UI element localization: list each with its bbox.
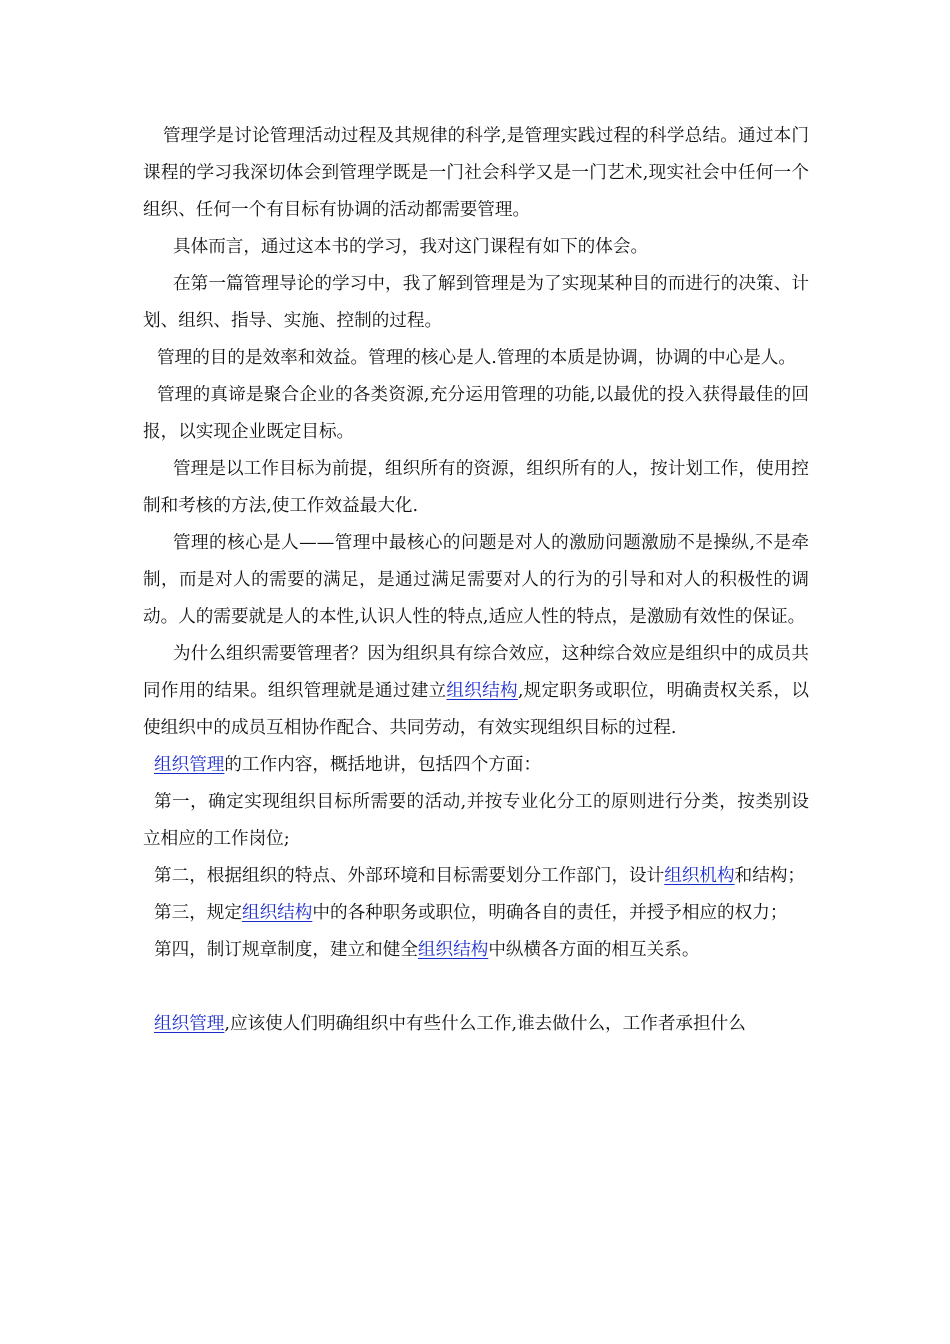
link-organization-management[interactable]: 组织管理 [154, 1014, 225, 1034]
paragraph-text: 第四，制订规章制度，建立和健全 [154, 940, 418, 960]
paragraph-text: 具体而言，通过这本书的学习，我对这门课程有如下的体会。 [173, 237, 649, 257]
paragraph-item-second [143, 858, 809, 895]
paragraph-item-third [143, 895, 809, 932]
paragraph-text: 为什么组织需要管理者？因为组织具有综合效应，这种综合效应是组织中的成员共同作用的结果。组织管理就是通过建立 [143, 644, 809, 701]
paragraph-item-fourth [143, 932, 809, 969]
paragraph-management-goal [143, 451, 809, 525]
document-body [143, 118, 809, 1043]
paragraph-text: 第二，根据组织的特点、外部环境和目标需要划分工作部门，设计 [154, 866, 665, 886]
paragraph-specifics [143, 229, 809, 266]
link-organization-structure[interactable]: 组织结构 [241, 903, 313, 923]
paragraph-management-essence [143, 377, 809, 451]
link-organization-institution[interactable]: 组织机构 [664, 866, 735, 886]
paragraph-text: 的工作内容，概括地讲，包括四个方面： [224, 755, 542, 775]
paragraph-intro [143, 118, 809, 229]
paragraph-text: 中的各种职务或职位，明确各自的责任，并授予相应的权力； [312, 903, 788, 923]
paragraph-text: 和结构； [734, 866, 806, 886]
paragraph-management-purpose [143, 340, 809, 377]
paragraph-why-managers [143, 636, 809, 747]
paragraph-text: 中纵横各方面的相互关系。 [488, 940, 700, 960]
paragraph-text: 管理学是讨论管理活动过程及其规律的科学,是管理实践过程的科学总结。通过本门课程的学习我深切体会到管理学既是一门社会科学又是一门艺术,现实社会中任何一个组织、任何一个有目标有协调的活动都需要管理。 [143, 126, 809, 220]
paragraph-management-core [143, 525, 809, 636]
paragraph-work-content [143, 747, 809, 784]
paragraph-text: 第三，规定 [154, 903, 242, 923]
paragraph-management-intro [143, 266, 809, 340]
paragraph-text: 管理的核心是人——管理中最核心的问题是对人的激励问题激励不是操纵,不是牵制，而是对人的需要的满足，是通过满足需要对人的行为的引导和对人的积极性的调动。人的需要就是人的本性,认识人性的特点,适应人性的特点，是激励有效性的保证。 [143, 533, 809, 627]
paragraph-closing [143, 1006, 809, 1043]
paragraph-text: ,应该使人们明确组织中有些什么工作,谁去做什么，工作者承担什么 [224, 1014, 746, 1034]
paragraph-text: 第一，确定实现组织目标所需要的活动,并按专业化分工的原则进行分类，按类别设立相应的工作岗位; [143, 792, 809, 849]
link-organization-structure[interactable]: 组织结构 [417, 940, 489, 960]
paragraph-text: 管理的真谛是聚合企业的各类资源,充分运用管理的功能,以最优的投入获得最佳的回报，以实现企业既定目标。 [143, 385, 809, 442]
paragraph-spacer [143, 969, 809, 1006]
link-organization-management[interactable]: 组织管理 [154, 755, 225, 775]
paragraph-text: 在第一篇管理导论的学习中，我了解到管理是为了实现某种目的而进行的决策、计划、组织、指导、实施、控制的过程。 [143, 274, 809, 331]
paragraph-item-first [143, 784, 809, 858]
link-organization-structure[interactable]: 组织结构 [446, 681, 518, 701]
paragraph-text: 管理的目的是效率和效益。管理的核心是人.管理的本质是协调，协调的中心是人。 [157, 348, 796, 368]
paragraph-text: 管理是以工作目标为前提，组织所有的资源，组织所有的人，按计划工作，使用控制和考核的方法,使工作效益最大化. [143, 459, 809, 516]
paragraph-text: ,规定职务或职位，明确责权关系，以使组织中的成员互相协作配合、共同劳动，有效实现组织目标的过程. [143, 681, 809, 738]
